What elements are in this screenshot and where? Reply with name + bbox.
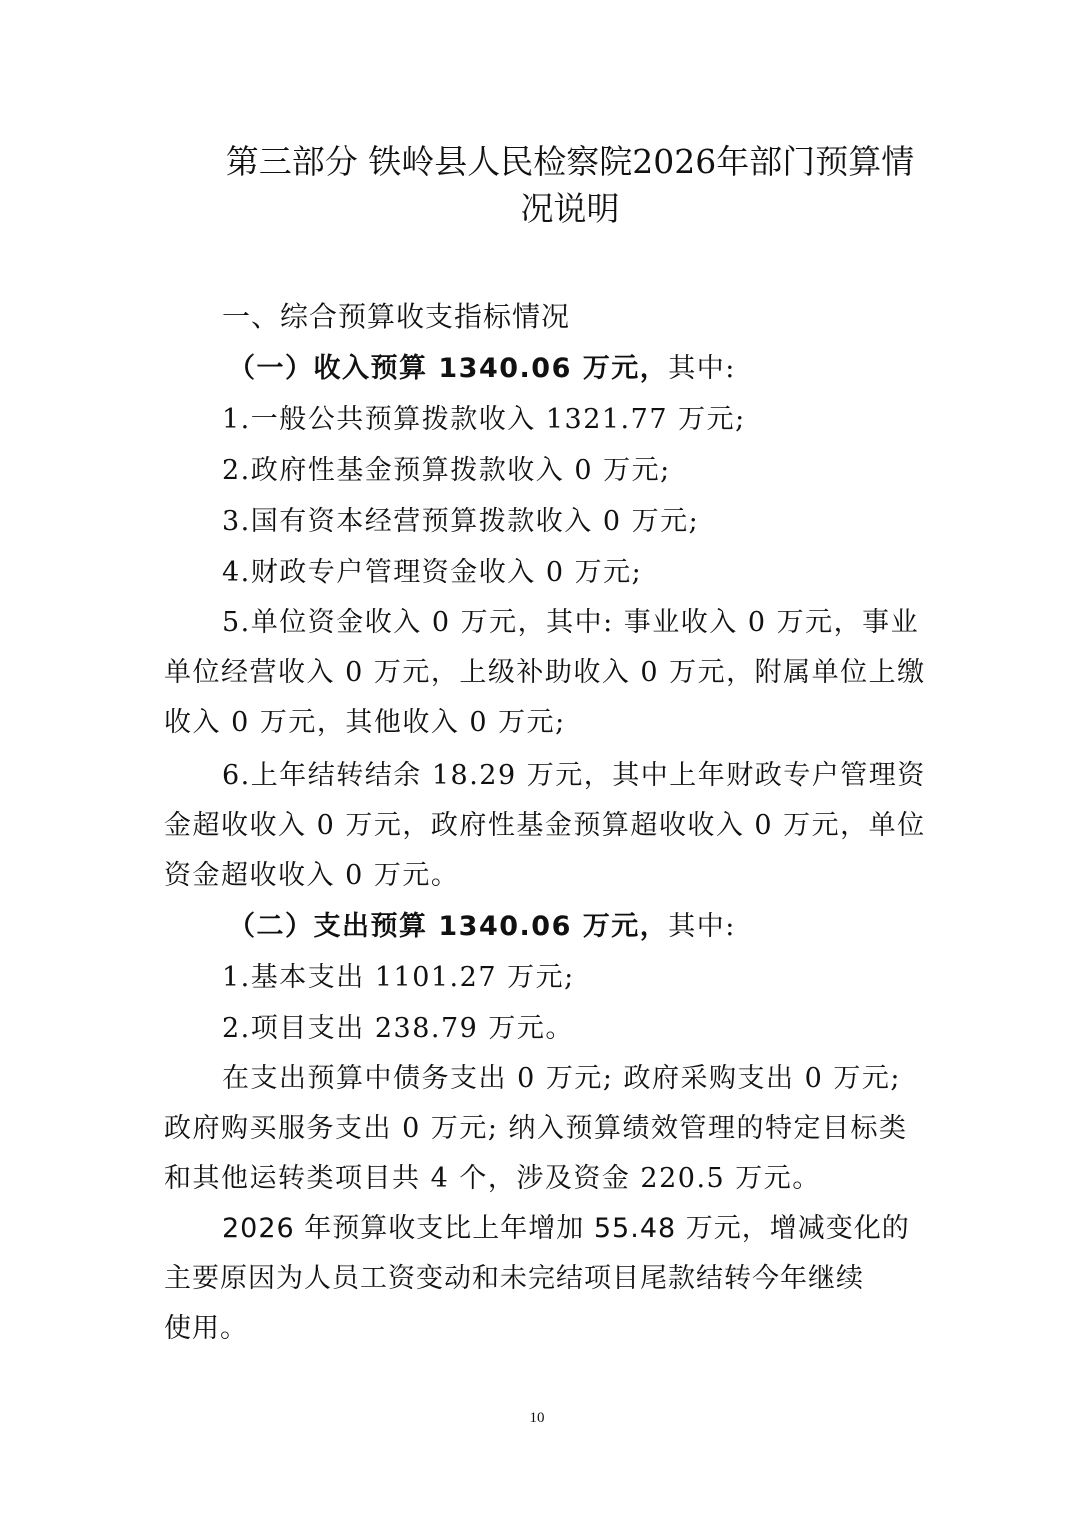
income-item-1: 1.一般公共预算拨款收入 1321.77 万元; bbox=[222, 404, 746, 435]
section-heading: 一、综合预算收支指标情况 bbox=[222, 300, 571, 333]
income-item-6-line-1: 6.上年结转结余 18.29 万元，其中上年财政专户管理资 bbox=[222, 760, 926, 791]
income-heading-rest: 其中: bbox=[668, 353, 736, 384]
expense-heading-rest: 其中: bbox=[668, 911, 736, 942]
income-item-5-line-1: 5.单位资金收入 0 万元，其中: 事业收入 0 万元，事业 bbox=[222, 607, 920, 638]
expense-item-1: 1.基本支出 1101.27 万元; bbox=[222, 962, 575, 993]
expense-note-line-3: 和其他运转类项目共 4 个，涉及资金 220.5 万元。 bbox=[164, 1163, 821, 1194]
expense-item-2: 2.项目支出 238.79 万元。 bbox=[222, 1013, 574, 1044]
income-item-2: 2.政府性基金预算拨款收入 0 万元; bbox=[222, 455, 671, 486]
income-item-5-line-3: 收入 0 万元，其他收入 0 万元; bbox=[164, 707, 566, 738]
income-heading-bold: （一）收入预算 1340.06 万元， bbox=[228, 353, 669, 384]
income-item-6-line-3: 资金超收收入 0 万元。 bbox=[164, 860, 460, 891]
expense-note-line-1: 在支出预算中债务支出 0 万元; 政府采购支出 0 万元; bbox=[222, 1063, 901, 1094]
title-line-1: 第三部分 铁岭县人民检察院2026年部门预算情 bbox=[225, 142, 915, 181]
summary-line-3: 使用。 bbox=[164, 1313, 248, 1344]
income-item-4: 4.财政专户管理资金收入 0 万元; bbox=[222, 557, 643, 588]
page-number: 10 bbox=[529, 1410, 545, 1426]
income-item-3: 3.国有资本经营预算拨款收入 0 万元; bbox=[222, 506, 700, 537]
expense-heading bbox=[228, 910, 988, 944]
income-heading bbox=[228, 352, 988, 386]
summary-line-2: 主要原因为人员工资变动和未完结项目尾款结转今年继续 bbox=[164, 1263, 864, 1294]
expense-note-line-2: 政府购买服务支出 0 万元; 纳入预算绩效管理的特定目标类 bbox=[164, 1113, 908, 1144]
expense-heading-bold: （二）支出预算 1340.06 万元， bbox=[228, 911, 669, 942]
income-item-5-line-2: 单位经营收入 0 万元，上级补助收入 0 万元，附属单位上缴 bbox=[164, 657, 926, 688]
title-line-2: 况说明 bbox=[520, 189, 620, 228]
income-item-6-line-2: 金超收收入 0 万元，政府性基金预算超收收入 0 万元，单位 bbox=[164, 810, 926, 841]
summary-line-1: 2026 年预算收支比上年增加 55.48 万元，增减变化的 bbox=[222, 1213, 910, 1244]
document-title bbox=[160, 138, 980, 232]
